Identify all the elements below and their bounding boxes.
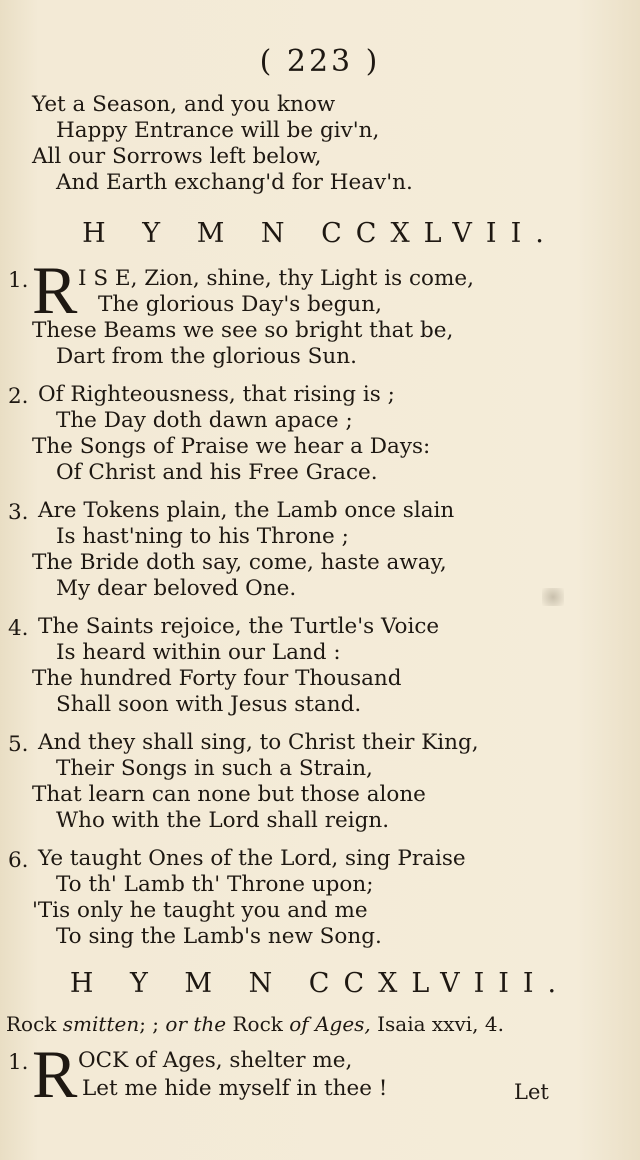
stanza-number: 1. xyxy=(8,268,29,293)
stanza-number: 5. xyxy=(8,732,29,757)
hymn-title: H Y M N CCXLVIII. xyxy=(69,968,571,999)
verse-line: The Day doth dawn apace ; xyxy=(56,408,353,433)
stanza-number: 1. xyxy=(8,1050,29,1075)
verse-line: 'Tis only he taught you and me xyxy=(32,898,368,923)
verse-line: These Beams we see so bright that be, xyxy=(32,318,454,343)
stanza-number: 4. xyxy=(8,616,29,641)
verse-line: Of Christ and his Free Grace. xyxy=(56,460,378,485)
verse-line: The Songs of Praise we hear a Days: xyxy=(32,434,431,459)
verse-line: Of Righteousness, that rising is ; xyxy=(38,382,395,407)
hymn-title: H Y M N CCXLVII. xyxy=(82,218,558,249)
subtitle-rock: Rock xyxy=(6,1012,57,1036)
stanza-number: 3. xyxy=(8,500,29,525)
stanza-number: 2. xyxy=(8,384,29,409)
verse-line: My dear beloved One. xyxy=(56,576,297,601)
stanza-number: 6. xyxy=(8,848,29,873)
verse-line: Is hast'ning to his Throne ; xyxy=(56,524,349,549)
verse-line: Are Tokens plain, the Lamb once slain xyxy=(38,498,455,523)
drop-cap: R xyxy=(32,252,78,328)
subtitle-sep: ; ; xyxy=(139,1012,160,1036)
subtitle-or-the: or the xyxy=(165,1012,227,1036)
verse-line: OCK of Ages, shelter me, xyxy=(78,1048,353,1073)
drop-cap: R xyxy=(32,1036,78,1112)
verse-line: Who with the Lord shall reign. xyxy=(56,808,390,833)
verse-line: Happy Entrance will be giv'n, xyxy=(56,118,380,143)
verse-line: All our Sorrows left below, xyxy=(32,144,322,169)
verse-line: To th' Lamb th' Throne upon; xyxy=(56,872,374,897)
verse-line: To sing the Lamb's new Song. xyxy=(56,924,382,949)
verse-line: Let me hide myself in thee ! xyxy=(82,1076,388,1101)
verse-line: Yet a Season, and you know xyxy=(32,92,336,117)
page-number: ( 223 ) xyxy=(259,44,381,79)
verse-line: Is heard within our Land : xyxy=(56,640,341,665)
verse-line: The Bride doth say, come, haste away, xyxy=(32,550,447,575)
hymn-subtitle xyxy=(6,1012,504,1036)
verse-line: Ye taught Ones of the Lord, sing Praise xyxy=(38,846,466,871)
verse-line: And they shall sing, to Christ their King, xyxy=(38,730,479,755)
subtitle-rock-2: Rock xyxy=(232,1012,283,1036)
verse-line: The hundred Forty four Thousand xyxy=(32,666,402,691)
page-smudge xyxy=(542,588,564,606)
verse-line: The glorious Day's begun, xyxy=(98,292,382,317)
verse-line: I S E, Zion, shine, thy Light is come, xyxy=(78,266,474,291)
subtitle-of-ages: of Ages, xyxy=(289,1012,371,1036)
verse-line: Their Songs in such a Strain, xyxy=(56,756,373,781)
catchword: Let xyxy=(514,1080,549,1104)
subtitle-reference: Isaia xxvi, 4. xyxy=(377,1012,504,1036)
verse-line: That learn can none but those alone xyxy=(32,782,426,807)
verse-line: Dart from the glorious Sun. xyxy=(56,344,357,369)
verse-line: And Earth exchang'd for Heav'n. xyxy=(56,170,413,195)
verse-line: Shall soon with Jesus stand. xyxy=(56,692,362,717)
verse-line: The Saints rejoice, the Turtle's Voice xyxy=(38,614,440,639)
subtitle-smitten: smitten xyxy=(62,1012,140,1036)
